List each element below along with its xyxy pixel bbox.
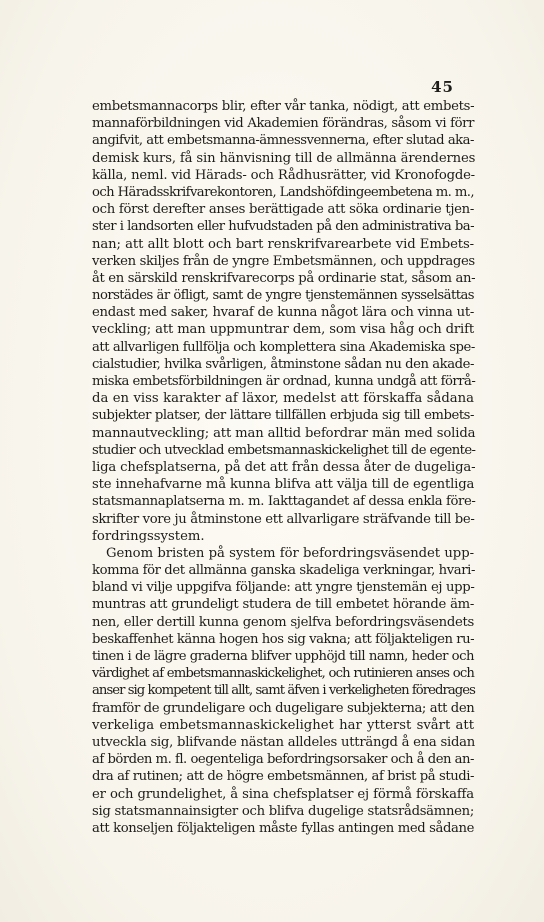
text-line: tinen i de lägre graderna blifver upphöjd till namn, heder och: [92, 649, 474, 664]
text-line: nan; att allt blott och bart renskrifvarearbete vid Embets-: [92, 236, 474, 252]
text-line: Genom bristen på system för befordringsväsendet upp-: [106, 545, 474, 561]
text-line: mannautveckling; att man alltid befordrar män med solida: [92, 425, 476, 441]
text-line: mannaförbildningen vid Akademien förändras, såsom vi förr: [92, 116, 474, 132]
text-line: beskaffenhet känna hogen hos sig vakna; att följakteligen ru-: [92, 631, 475, 647]
text-line: åt en särskild renskrifvarecorps på ordinarie stat, såsom an-: [92, 270, 476, 286]
text-line: af börden m. fl. oegenteliga befordringsorsaker och å den an-: [92, 752, 474, 768]
text-line: sig statsmannainsigter och blifva dugelige statsrådsämnen;: [92, 803, 474, 819]
text-line: komma för det allmänna ganska skadeliga verkningar, hvari-: [92, 563, 476, 579]
text-line: och först derefter anses berättigade att söka ordinarie tjen-: [92, 202, 474, 218]
text-line: studier och utvecklad embetsmannaskickelighet till de egente-: [92, 442, 476, 458]
text-line: cialstudier, hvilka svårligen, åtminstone sådan nu den akade-: [92, 356, 474, 372]
text-line: miska embetsförbildningen är ordnad, kunna undgå att förrå-: [92, 374, 476, 389]
text-line: liga chefsplatserna, på det att från dessa åter de dugeliga-: [92, 459, 476, 475]
paragraph-2: [92, 545, 474, 837]
page-number: 45: [431, 78, 454, 96]
text-line: anser sig kompetent till allt, samt äfven i verkeligheten föredrages: [92, 683, 475, 699]
text-line: demisk kurs, få sin hänvisning till de allmänna ärendernes: [92, 150, 476, 166]
text-line: muntras att grundeligt studera de till embetet hörande äm-: [92, 597, 474, 613]
text-line: er och grundelighet, å sina chefsplatser ej förmå förskaffa: [92, 786, 474, 802]
text-line: att allvarligen fullfölja och komplettera sina Akademiska spe-: [92, 339, 475, 355]
text-line: skrifter vore ju åtminstone ett allvarligare sträfvande till be-: [92, 511, 475, 527]
text-line: ster i landsorten eller hufvudstaden på den administrativa ba-: [92, 219, 474, 235]
text-line: verkeliga embetsmannaskickelighet har ytterst svårt att: [92, 717, 474, 733]
text-line: och Häradsskrifvarekontoren, Landshöfdingeembetena m. m.,: [92, 184, 474, 200]
text-line: subjekter platser, der lättare tillfällen erbjuda sig till embets-: [92, 408, 474, 424]
text-line: da en viss karakter af läxor, medelst att förskaffa sådana: [92, 391, 474, 407]
text-line: statsmannaplatserna m. m. Iakttagandet af dessa enkla före-: [92, 494, 476, 510]
text-line: veckling; att man uppmuntrar dem, som visa håg och drift: [92, 322, 474, 338]
paragraph-1: [92, 98, 474, 545]
text-line: embetsmannacorps blir, efter vår tanka, nödigt, att embets-: [92, 99, 475, 114]
text-line: fordringssystem.: [92, 528, 205, 544]
text-line: värdighet af embetsmannaskickelighet, och rutinieren anses och: [92, 666, 474, 682]
text-line: endast med saker, hvaraf de kunna något lära och vinna ut-: [92, 305, 474, 321]
text-line: nen, eller dertill kunna genom sjelfva befordringsväsendets: [92, 614, 474, 630]
text-line: framför de grundeligare och dugeligare subjekterna; att den: [92, 700, 475, 716]
text-line: dra af rutinen; att de högre embetsmännen, af brist på studi-: [92, 769, 474, 785]
text-line: utveckla sig, blifvande nästan alldeles utträngd å ena sidan: [92, 734, 476, 750]
body-text: [92, 98, 474, 837]
text-line: att konseljen följakteligen måste fyllas antingen med sådane: [92, 820, 474, 836]
text-line: angifvit, att embetsmanna-ämnessvennerna, efter slutad aka-: [92, 133, 474, 149]
text-line: källa, neml. vid Härads- och Rådhusrätter, vid Kronofogde-: [92, 167, 475, 183]
text-line: norstädes är öfligt, samt de yngre tjenstemännen sysselsättas: [92, 288, 474, 304]
text-line: ste innehafvarne må kunna blifva att välja till de egentliga: [92, 477, 475, 493]
text-line: bland vi vilje uppgifva följande: att yngre tjenstemän ej upp-: [92, 580, 475, 596]
text-line: verken skiljes från de yngre Embetsmännen, och uppdrages: [92, 253, 475, 269]
